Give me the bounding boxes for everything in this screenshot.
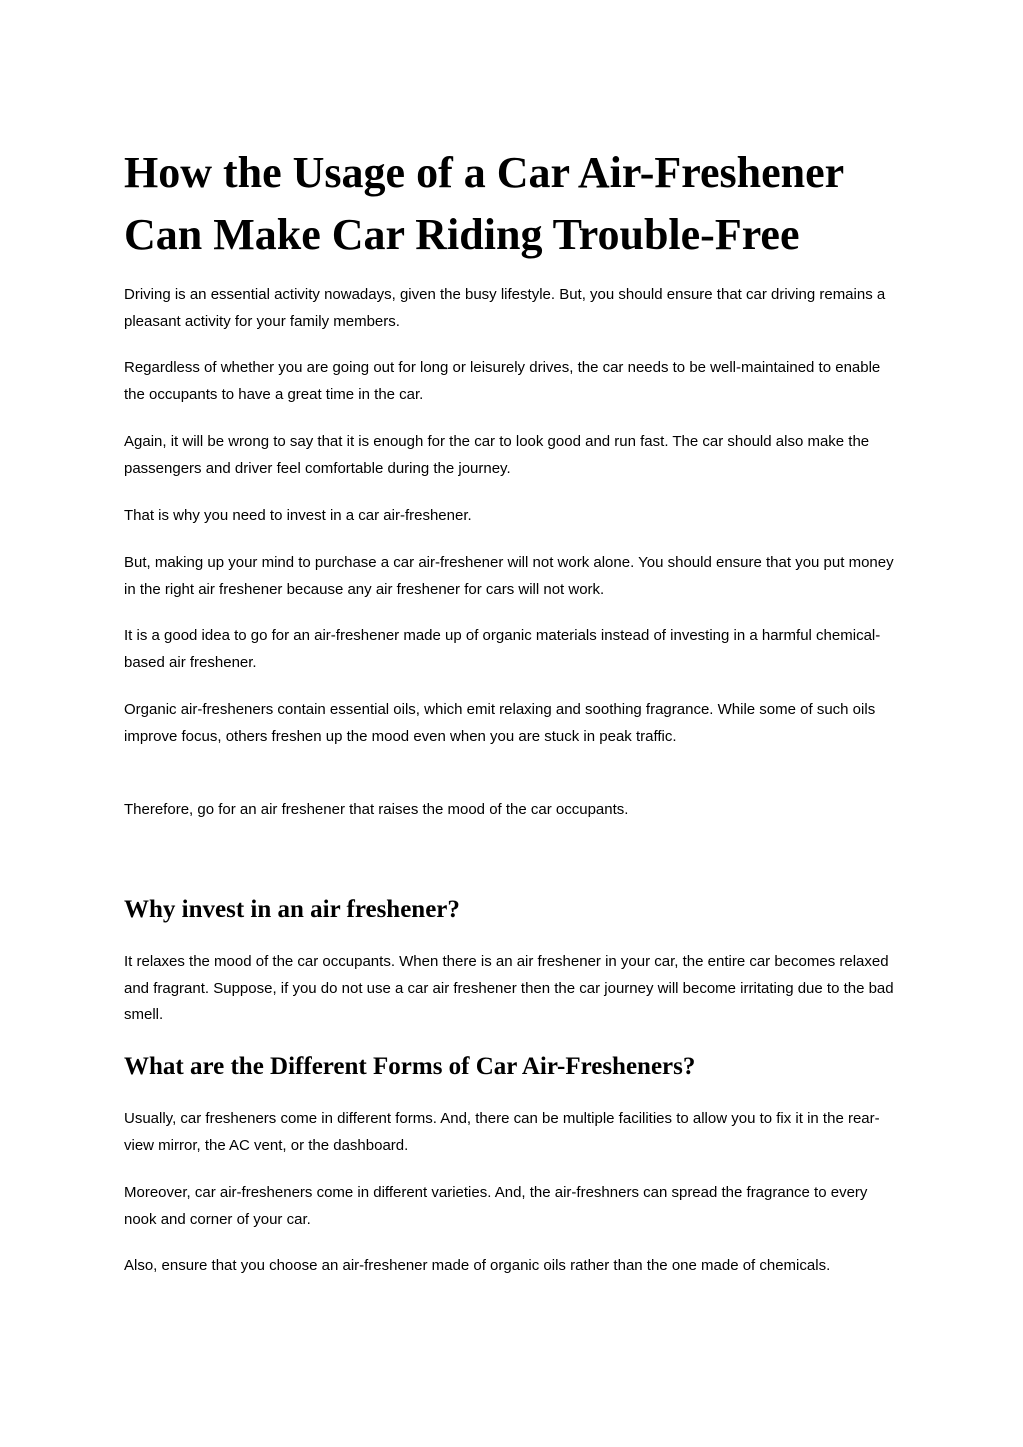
- section-heading-different-forms: What are the Different Forms of Car Air-Fresheners?: [124, 1053, 696, 1080]
- section-heading-why-invest: Why invest in an air freshener?: [124, 896, 460, 923]
- intro-paragraph-8: Therefore, go for an air freshener that raises the mood of the car occupants.: [124, 801, 629, 818]
- section-1-paragraph-1: It relaxes the mood of the car occupants. When there is an air freshener in your car, the entire car becomes relaxed and fragrant. Suppose, if you do not use a car air freshener then the car journey will become irritating due to the bad smell.: [124, 953, 894, 1023]
- document-title: How the Usage of a Car Air-Freshener Can Make Car Riding Trouble-Free: [124, 148, 844, 259]
- section-2-paragraph-2: Moreover, car air-fresheners come in different varieties. And, the air-freshners can spread the fragrance to every nook and corner of your car.: [124, 1184, 868, 1228]
- intro-paragraph-4: That is why you need to invest in a car air-freshener.: [124, 507, 472, 524]
- intro-paragraph-7: Organic air-fresheners contain essential oils, which emit relaxing and soothing fragrance. While some of such oils improve focus, others freshen up the mood even when you are stuck in peak traffic.: [124, 701, 876, 745]
- section-2-paragraph-1: Usually, car fresheners come in different forms. And, there can be multiple facilities to allow you to fix it in the rear-view mirror, the AC vent, or the dashboard.: [124, 1110, 880, 1154]
- intro-paragraph-1: Driving is an essential activity nowadays, given the busy lifestyle. But, you should ensure that car driving remains a pleasant activity for your family members.: [124, 286, 886, 330]
- intro-paragraph-5: But, making up your mind to purchase a car air-freshener will not work alone. You should ensure that you put money in the right air freshener because any air freshener for cars will not work.: [124, 554, 894, 598]
- intro-paragraph-6: It is a good idea to go for an air-freshener made up of organic materials instead of investing in a harmful chemical-based air freshener.: [124, 627, 881, 671]
- section-2-paragraph-3: Also, ensure that you choose an air-freshener made of organic oils rather than the one made of chemicals.: [124, 1257, 831, 1274]
- intro-paragraph-3: Again, it will be wrong to say that it is enough for the car to look good and run fast. The car should also make the passengers and driver feel comfortable during the journey.: [124, 433, 870, 477]
- intro-paragraph-2: Regardless of whether you are going out for long or leisurely drives, the car needs to be well-maintained to enable the occupants to have a great time in the car.: [124, 359, 881, 403]
